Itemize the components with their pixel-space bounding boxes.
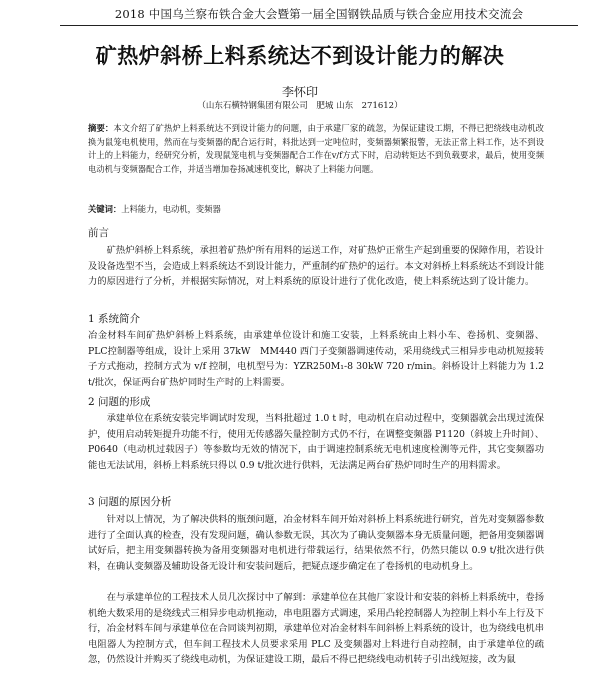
running-header: 2018 中国乌兰察布铁合金大会暨第一届全国钢铁品质与铁合金应用技术交流会 <box>60 6 578 26</box>
keywords-text: 上料能力，电动机，变频器 <box>121 204 221 214</box>
section-paragraph: 冶金材料车间矿热炉斜桥上料系统，由承建单位设计和施工安装，上料系统由上料小车、卷扬机、变频器、PLC控制器等组成，设计上采用 37kW MM440 西门子变频器调速传动，采用绕线式三相异步电动机短接转子方式拖动，控制方式为 v/f 控制，电机型号为：YZR250M₁-8 30kW 720 r/min。斜桥设计上料能力为 1.2 t/批次，保证两台矿热炉同时生产时的上料需要。 <box>88 330 544 388</box>
keywords-label: 关键词： <box>88 204 122 214</box>
author-name: 李怀印 <box>281 85 318 99</box>
abstract-text: 本文介绍了矿热炉上料系统达不到设计能力的问题，由于承建厂家的疏忽，为保证建设工期，不得已把绕线电动机改换为鼠笼电机使用，然而在与变频器的配合运行时，料批达到一定吨位时，变频器频繁报警，无法正常上料工作，达不到设计上的上料能力，经研究分析，发现鼠笼电机与变频器配合工作在v/f方式下时，启动转矩达不到负载要求，最后，使用变频电动机与变频器配合工作，并适当增加卷扬减速机变比，解决了上料能力问题。 <box>88 123 544 174</box>
section-heading-cause-analysis: 3 问题的原因分析 <box>88 496 172 508</box>
paper-title: 矿热炉斜桥上料系统达不到设计能力的解决 <box>95 44 505 68</box>
abstract <box>88 122 544 176</box>
author-affiliation: （山东石横特钢集团有限公司 肥城 山东 271612） <box>197 101 403 111</box>
section-heading-system-intro: 1 系统简介 <box>88 313 141 325</box>
keywords <box>88 203 544 215</box>
section-paragraph: 针对以上情况，为了解决供料的瓶颈问题，冶金材料车间开始对斜桥上料系统进行研究，首先对变频器参数进行了全面认真的检查，没有发现问题，确认参数无误，其次为了确认变频器本身无质量问题，把备用变频器调试好后，把主用变频器转换为备用变频器对电机进行带载运行，结果依然不行，仍然只能以 0.9 t/批次进行供料，在确认变频器及辅助设备无设计和安装问题后，把疑点逐步确定在了卷扬机的电动机身上。 <box>88 514 544 572</box>
section-heading-problem: 2 问题的形成 <box>88 396 151 408</box>
abstract-label: 摘要： <box>88 123 114 133</box>
section-paragraph: 在与承建单位的工程技术人员几次探讨中了解到：承建单位在其他厂家设计和安装的斜桥上料系统中，卷扬机绝大数采用的是绕线式三相异步电动机拖动，串电阻器方式调速，采用凸轮控制器人为控制上料小车上行及下行，冶金材料车间与承建单位在合同谈判初期，承建单位对冶金材料车间斜桥上料系统的设计，也为绕线电机串电阻器人为控制方式，但车间工程技术人员要求采用 PLC 及变频器对上料进行自动控制，由于承建单位的疏忽，仍然设计并购买了绕线电动机，为保证建设工期，最后不得已把绕线电动机转子引出线短接，改为鼠 <box>88 592 544 666</box>
section-paragraph: 矿热炉斜桥上料系统，承担着矿热炉所有用料的运送工作，对矿热炉正常生产起到重要的保障作用，若设计及设备选型不当，会造成上料系统达不到设计能力，严重制约矿热炉的运行。本文对斜桥上料系统达不到设计能力的原因进行了分析，并根据实际情况，对上料系统的原设计进行了优化改造，使上料系统达到了设计能力。 <box>88 245 544 288</box>
section-paragraph: 承建单位在系统安装完毕调试时发现，当料批超过 1.0 t 时，电动机在启动过程中，变频器就会出现过流保护，使用启动转矩提升功能不行，使用无传感器矢量控制方式仍不行，在调整变频器 P1120（斜坡上升时间）、P0640（电动机过载因子）等参数均无效的情况下，由于调速控制系统无电机速度检测等元件，其它变频器功能也无法试用，斜桥上料系统只得以 0.9 t/批次进行供料，无法满足两台矿热炉同时生产的用料需求。 <box>88 413 544 471</box>
section-heading-preface: 前言 <box>88 227 109 239</box>
